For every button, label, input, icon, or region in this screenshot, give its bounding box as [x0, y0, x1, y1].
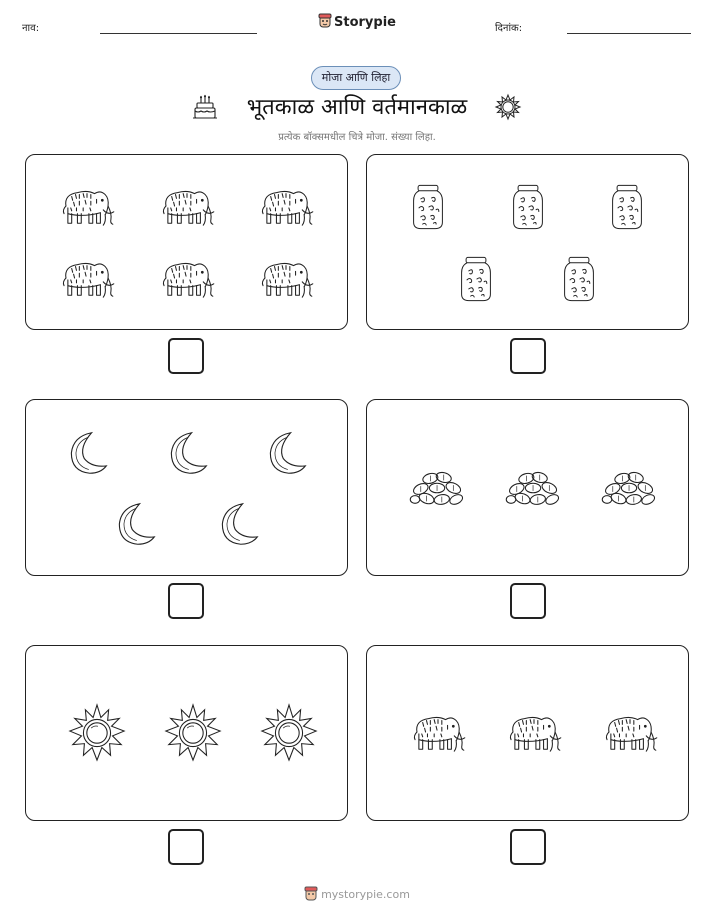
mammoth-icon: [158, 257, 216, 301]
moon-icon: [263, 429, 309, 477]
count-box-1: [25, 154, 348, 330]
jar-icon: [458, 254, 494, 304]
moon-icon: [112, 500, 158, 548]
date-label: दिनांक:: [495, 23, 523, 34]
answer-box-5[interactable]: [168, 829, 204, 865]
sun-icon: [493, 92, 523, 122]
count-box-2: [366, 154, 689, 330]
jar-icon: [410, 182, 446, 232]
count-box-5: [25, 645, 348, 821]
mammoth-icon: [601, 711, 659, 755]
mammoth-icon: [257, 257, 315, 301]
activity-pill: मोजा आणि लिहा: [311, 66, 401, 90]
answer-box-3[interactable]: [168, 583, 204, 619]
footer-url: mystorypie.com: [321, 888, 410, 901]
answer-box-1[interactable]: [168, 338, 204, 374]
nuts-icon: [409, 466, 467, 510]
storypie-logo-icon: [318, 13, 332, 33]
name-line[interactable]: [100, 33, 257, 34]
brand: [0, 13, 714, 33]
instructions: प्रत्येक बॉक्समधील चित्रे मोजा. संख्या लिहा.: [278, 132, 436, 143]
mammoth-icon: [409, 711, 467, 755]
jar-icon: [561, 254, 597, 304]
mammoth-icon: [58, 257, 116, 301]
answer-box-4[interactable]: [510, 583, 546, 619]
name-label: नाव:: [22, 23, 40, 34]
moon-icon: [164, 429, 210, 477]
nuts-icon: [601, 466, 659, 510]
nuts-icon: [505, 466, 563, 510]
date-line[interactable]: [567, 33, 691, 34]
jar-icon: [510, 182, 546, 232]
moon-icon: [64, 429, 110, 477]
sun-icon: [66, 702, 128, 764]
answer-box-6[interactable]: [510, 829, 546, 865]
mammoth-icon: [257, 185, 315, 229]
count-box-6: [366, 645, 689, 821]
sun-icon: [162, 702, 224, 764]
answer-box-2[interactable]: [510, 338, 546, 374]
brand-name: Storypie: [334, 15, 396, 30]
sun-icon: [258, 702, 320, 764]
moon-icon: [215, 500, 261, 548]
footer: [0, 886, 714, 905]
count-box-3: [25, 399, 348, 576]
jar-icon: [609, 182, 645, 232]
mammoth-icon: [158, 185, 216, 229]
storypie-logo-icon: [304, 886, 318, 905]
mammoth-icon: [505, 711, 563, 755]
mammoth-icon: [58, 185, 116, 229]
count-box-4: [366, 399, 689, 576]
page-title: भूतकाळ आणि वर्तमानकाळ: [246, 95, 468, 120]
